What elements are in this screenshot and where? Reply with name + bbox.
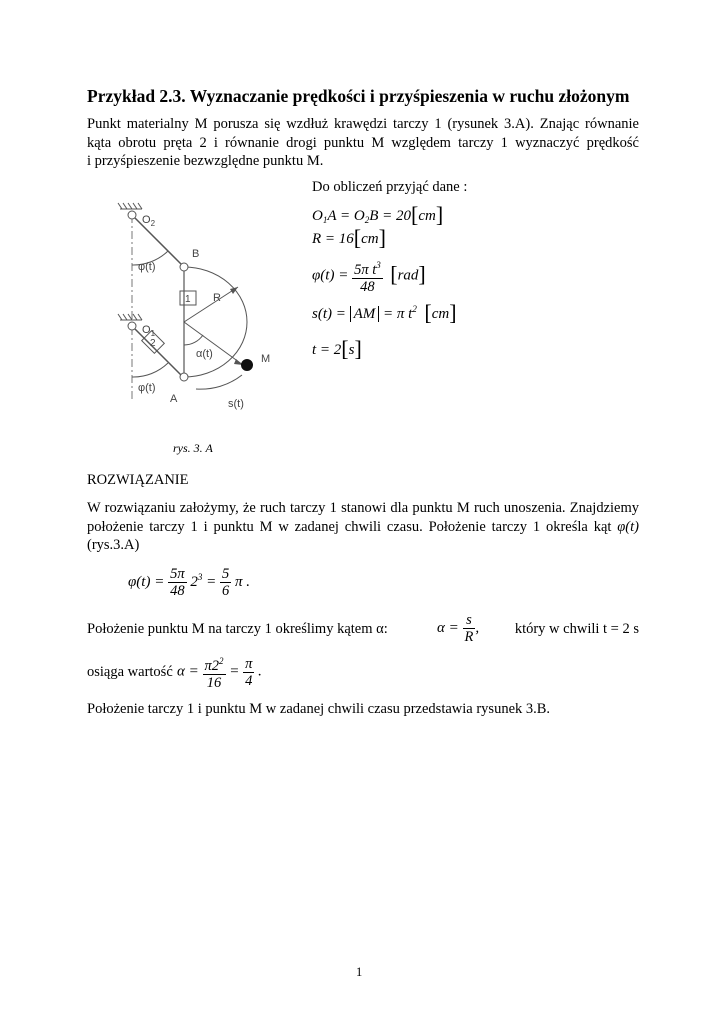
solution-paragraph-1 xyxy=(87,499,639,555)
given-eq-path: s(t) = AM = π $t^2$ [cm] xyxy=(312,300,457,325)
given-eq-radius: R = 16[cm] xyxy=(312,225,386,250)
equation-alpha-value xyxy=(177,653,262,691)
page-number: 1 xyxy=(356,965,363,979)
eq4-unit: cm xyxy=(431,306,450,322)
alpha-after-text: który w chwili t = 2 s xyxy=(514,621,639,637)
rod-o1-a xyxy=(135,329,182,376)
solution-line-2-text: położenie tarczy 1 i punktu M w zadanej chwili czasu. Położenie tarczy 1 określa kąt xyxy=(87,518,618,535)
page-title: Przykład 2.3. Wyznaczanie prędkości i przyśpieszenia w ruchu złożonym xyxy=(87,86,630,106)
alpha-eq-num: s xyxy=(466,612,472,628)
equation-alpha-def xyxy=(437,612,479,645)
reach-eq-frac-1 xyxy=(203,653,226,691)
eqphi-lhs: φ(t) = xyxy=(128,573,165,590)
label-s: s(t) xyxy=(228,398,244,410)
given-heading: Do obliczeń przyjąć dane : xyxy=(312,179,468,195)
eq3-den: 48 xyxy=(352,278,383,295)
eq1-b-sub: 2 xyxy=(364,215,370,225)
label-r: R xyxy=(213,292,221,304)
alpha-eq-tail: , xyxy=(475,619,480,636)
alpha-text: Położenie punktu M na tarczy 1 określimy kątem α: xyxy=(87,621,388,637)
joint-b xyxy=(180,263,188,271)
reach-eq-num-sup: 2 xyxy=(219,656,224,666)
reach-eq-num2: π xyxy=(245,655,253,672)
eq1-unit: cm xyxy=(418,208,436,224)
solution-heading: ROZWIĄZANIE xyxy=(87,472,189,488)
given-eq-lengths: $O_1A = O_2B = 20[cm]$ xyxy=(312,202,444,227)
alpha-eq-frac xyxy=(463,612,476,645)
eqphi-pow: 2 xyxy=(190,573,198,590)
reach-text: osiąga wartość xyxy=(87,664,173,680)
label-m: M xyxy=(261,353,271,365)
eq2-lhs: R xyxy=(312,231,322,247)
alpha-arc xyxy=(184,335,203,345)
final-sentence: Położenie tarczy 1 i punktu M w zadanej chwili czasu przedstawia rysunek 3.B. xyxy=(87,701,551,717)
reach-eq-lhs: α = xyxy=(177,663,199,680)
label-o2: $O_2$ xyxy=(142,214,156,228)
label-phi-bottom: φ(t) xyxy=(138,382,156,394)
solution-line-2-phi: φ(t) xyxy=(617,518,639,535)
label-o1: $O_1$ xyxy=(142,324,156,338)
alpha-eq-den: R xyxy=(464,629,474,645)
eq2-value: = 16 xyxy=(324,231,354,247)
solution-line-1: W rozwiązaniu założymy, że ruch tarczy 1 stanowi dla punktu M ruch unoszenia. Znajdziemy xyxy=(87,500,639,516)
equation-phi-value xyxy=(128,566,250,599)
alpha-eq-lhs: α = xyxy=(437,619,459,636)
eq4-rhs-sup: 2 xyxy=(412,304,417,314)
eq3-num-sup: 3 xyxy=(376,260,381,270)
intro-line-3: i przyśpieszenie bezwzględne punktu M. xyxy=(87,153,324,169)
eq1-a: O xyxy=(312,208,323,224)
reach-eq-eq: = xyxy=(229,663,240,680)
eq1-a-sub: 1 xyxy=(322,215,328,225)
figure-caption: rys. 3. A xyxy=(173,441,213,455)
reach-eq-tail: . xyxy=(258,663,262,680)
eqphi-frac-1 xyxy=(168,566,187,599)
eqphi-frac-2 xyxy=(220,566,231,599)
phi-bottom-arc xyxy=(132,363,168,377)
s-arc xyxy=(196,375,242,389)
label-a: A xyxy=(170,393,178,405)
intro-line-1: Punkt materialny M porusza się wzdłuż krawędzi tarczy 1 (rysunek 3.A). Znając równanie xyxy=(87,116,639,132)
reach-eq-den: 16 xyxy=(203,674,226,691)
eqphi-num2: 5 xyxy=(221,566,230,582)
solution-line-2 xyxy=(87,518,639,537)
eq3-lhs: φ(t) = xyxy=(312,267,349,284)
label-rod-2: 2 xyxy=(150,338,156,349)
label-b: B xyxy=(192,248,200,260)
eq3-unit: rad xyxy=(397,267,419,284)
figure-3a xyxy=(110,195,290,430)
support-o2 xyxy=(118,203,142,219)
eqphi-eq: = xyxy=(206,573,217,590)
reach-eq-frac-2 xyxy=(243,656,254,689)
solution-line-3: (rys.3.A) xyxy=(87,537,140,553)
eqphi-tail: π . xyxy=(234,573,250,590)
label-phi-top: φ(t) xyxy=(138,261,156,273)
reach-eq-den2: 4 xyxy=(243,672,254,689)
given-eq-phi: φ(t) = $\frac{5\pi t^3}{48}$ [rad] xyxy=(312,257,426,295)
eq4-lhs: s(t) = xyxy=(312,306,346,322)
eq1-b: A = O xyxy=(327,208,365,224)
eqphi-den: 48 xyxy=(168,582,187,599)
support-o1 xyxy=(118,314,142,330)
eq4-boxed: AM xyxy=(350,306,380,322)
intro-paragraph xyxy=(87,115,639,171)
given-eq-time: t = 2[s] xyxy=(312,336,362,361)
eqphi-den2: 6 xyxy=(221,583,230,599)
eqphi-pow-sup: 3 xyxy=(197,571,203,582)
eq5-lhs: t = 2 xyxy=(312,342,342,358)
eqphi-num: 5π xyxy=(170,566,185,582)
joint-a xyxy=(180,373,188,381)
eq3-num: 5π t xyxy=(354,262,377,278)
reach-eq-num: π2 xyxy=(204,658,220,674)
eq1-c: B = 20 xyxy=(369,208,411,224)
intro-line-2: kąta obrotu pręta 2 i równanie drogi punktu M względem tarczy 1 wyznaczyć prędkość xyxy=(87,134,639,151)
point-m xyxy=(242,360,253,371)
eq3-fraction xyxy=(352,257,383,295)
eq2-unit: cm xyxy=(361,231,379,247)
label-disk-1: 1 xyxy=(185,294,191,305)
eq5-unit: s xyxy=(348,342,355,358)
eq4-rhs: = π t xyxy=(383,306,413,322)
label-alpha: α(t) xyxy=(196,348,213,360)
